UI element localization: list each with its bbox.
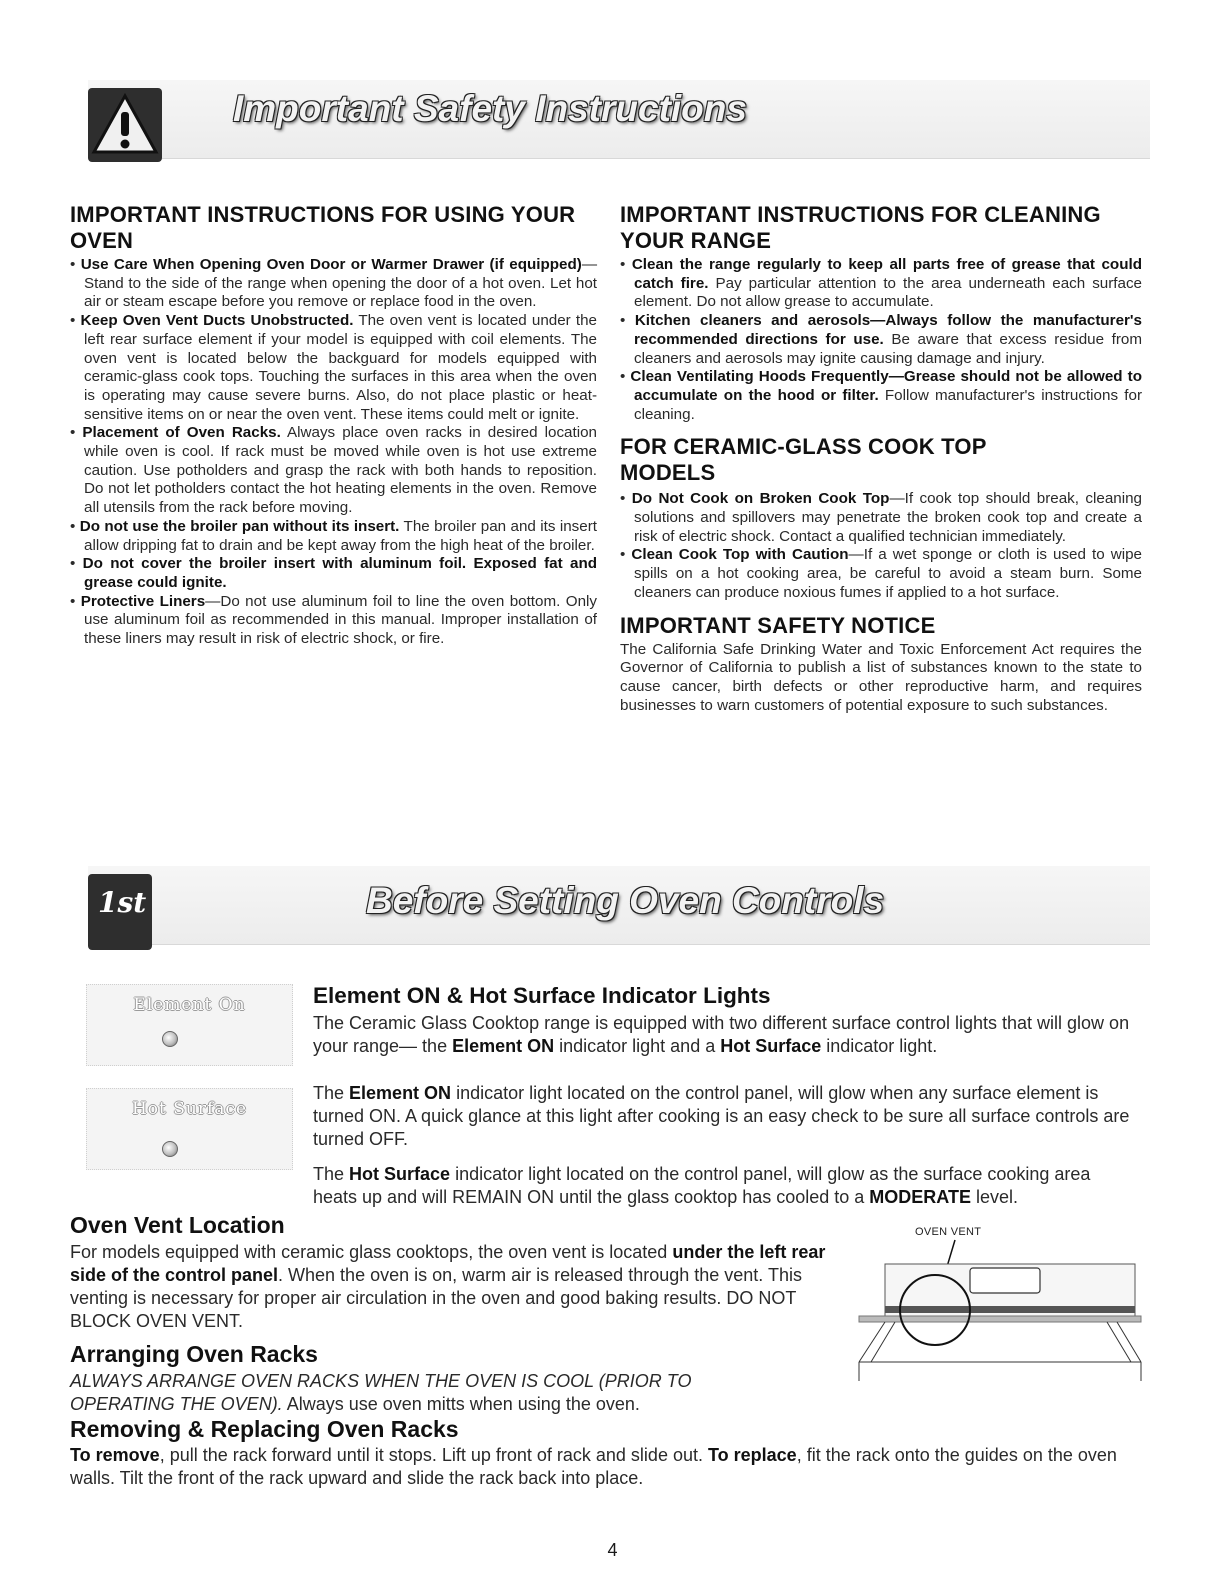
bullet-lead: Placement of Oven Racks. (82, 424, 281, 442)
removing-heading: Removing & Replacing Oven Racks (70, 1416, 459, 1442)
cleaning-heading: IMPORTANT INSTRUCTIONS FOR CLEANING YOUR RANGE (620, 202, 1101, 253)
element-on-label: Element On (133, 995, 246, 1015)
arranging-heading: Arranging Oven Racks (70, 1341, 318, 1367)
bullet-lead: Clean the range regularly to keep all parts free of grease that could catch fire. (631, 256, 1142, 292)
bullet-lead: Keep Oven Vent Ducts Unobstructed. (80, 312, 354, 330)
bullet-icon: • (620, 490, 632, 508)
oven-vent-diagram (855, 1238, 1145, 1383)
bullet-text: Be aware that excess residue from cleaners and aerosols may ignite causing damage and injury. (634, 330, 1143, 367)
bullet-text: Pay particular attention to the area underneath each surface element. Do not allow grease to accumulate. (634, 274, 1143, 311)
indicator-heading: Element ON & Hot Surface Indicator Lights (313, 983, 771, 1008)
indicator-intro: The Ceramic Glass Cooktop range is equipped with two different surface control lights that will glow on your range— the Element ON indicator light and a Hot Surface indicator light. (313, 1013, 1130, 1056)
bullet-icon: • (70, 424, 83, 442)
bullet-item (70, 424, 597, 518)
bullet-icon: • (620, 546, 632, 564)
bullet-icon: • (620, 256, 632, 273)
hot-surface-description: The Hot Surface indicator light located on the control panel, will glow as the surface cooking area heats up and will REMAIN ON until the glass cooktop has cooled to a MODERATE level. (313, 1164, 1091, 1207)
hot-surface-label: Hot Surface (131, 1099, 248, 1119)
safety-notice-text: The California Safe Drinking Water and Toxic Enforcement Act requires the Governor of California to publish a list of substances known to the state to cause cancer, birth defects or other reproductive harm, and requires businesses to warn customers of potential exposure to such substances. (620, 640, 1142, 714)
section-title: Before Setting Oven Controls (366, 880, 885, 921)
bullet-icon: • (70, 256, 81, 273)
bullet-icon: • (620, 368, 631, 386)
bullet-text: —If a wet sponge or cloth is used to wipe spills on a hot cooking area, be careful to avoid a steam burn. Some cleaners can produce noxious fumes if applied to a hot surface. (634, 546, 1142, 601)
oven-instructions-heading: IMPORTANT INSTRUCTIONS FOR USING YOUR OVEN (70, 202, 576, 253)
bullet-lead: Kitchen cleaners and aerosols—Always follow the manufacturer's recommended directions for use. (634, 312, 1142, 348)
vent-heading: Oven Vent Location (70, 1212, 285, 1238)
bullet-lead: Do not cover the broiler insert with aluminum foil. Exposed fat and grease could ignite. (82, 555, 597, 591)
bullet-lead: Use Care When Opening Oven Door or Warmer Drawer (if equipped) (80, 256, 582, 273)
indicator-light-icon (162, 1031, 178, 1047)
bullet-lead: Do Not Cook on Broken Cook Top (631, 490, 890, 508)
bullet-item (620, 256, 1142, 312)
bullet-text: The broiler pan and its insert allow dripping fat to drain and be kept away from the high heat of the broiler. (84, 517, 597, 554)
bullet-lead: Clean Cook Top with Caution (631, 546, 849, 564)
hot-surface-indicator (86, 1088, 293, 1170)
cleaning-instructions (620, 202, 1142, 715)
arranging-text: ALWAYS ARRANGE OVEN RACKS WHEN THE OVEN IS COOL (PRIOR TO OPERATING THE OVEN). Always use oven mitts when using the oven. (70, 1371, 692, 1414)
bullet-icon: • (70, 312, 81, 330)
bullet-text: —If cook top should break, cleaning solutions and spillovers may penetrate the broken cook top and create a risk of electric shock. Contact a qualified technician immediately. (634, 490, 1142, 545)
bullet-icon: • (70, 555, 83, 573)
bullet-item (70, 312, 597, 424)
warning-icon (88, 88, 162, 162)
bullet-text: —Do not use aluminum foil to line the oven bottom. Only use aluminum foil as recommended in this manual. Improper installation of these liners may result in risk of electric shock, or fire. (84, 592, 597, 648)
bullet-item (70, 593, 597, 649)
bullet-text: The oven vent is located under the left rear surface element if your model is equipped with coil elements. The oven vent is located below the backguard for models equipped with ceramic-glass cook tops. Touching the surfaces in this area when the oven is operating may cause severe burns. Also, do not place plastic or heat-sensitive items on or near the oven vent. These items could melt or ignite. (84, 312, 597, 423)
bullet-icon: • (70, 592, 81, 610)
bullet-item (620, 546, 1142, 602)
bullet-item (620, 490, 1142, 546)
safety-banner (88, 80, 1150, 159)
vent-text: For models equipped with ceramic glass cooktops, the oven vent is located under the left rear side of the control panel. When the oven is on, warm air is released through the vent. This venting is necessary for proper air circulation in the oven and good baking results. DO NOT BLOCK OVEN VENT. (70, 1242, 826, 1331)
bullet-icon: • (70, 517, 80, 535)
first-badge-icon (88, 874, 152, 950)
element-on-indicator (86, 984, 293, 1066)
oven-vent-label: OVEN VENT (915, 1226, 982, 1238)
bullet-item (620, 368, 1142, 424)
bullet-lead: Protective Liners (80, 592, 206, 610)
removing-text: To remove, pull the rack forward until it stops. Lift up front of rack and slide out. To replace, fit the rack onto the guides on the oven walls. Tilt the front of the rack upward and slide the rack back into place. (70, 1445, 1117, 1488)
bullet-item (70, 256, 597, 312)
element-on-description: The Element ON indicator light located on the control panel, will glow when any surface element is turned ON. A quick glance at this light after cooking is an easy check to be sure all surface controls are turned OFF. (313, 1083, 1130, 1149)
page-title: Important Safety Instructions (233, 88, 747, 129)
bullet-item (70, 518, 597, 555)
badge-text: 1st (98, 886, 147, 919)
bullet-text: —Stand to the side of the range when opening the door of a hot oven. Let hot air or steam escape before you remove or replace food in the oven. (84, 256, 597, 311)
page-number: 4 (607, 1540, 618, 1560)
indicator-light-icon (162, 1141, 178, 1157)
bullet-lead: Do not use the broiler pan without its insert. (79, 517, 400, 535)
bullet-item (70, 555, 597, 592)
safety-notice-heading: IMPORTANT SAFETY NOTICE (620, 612, 936, 638)
ceramic-heading: FOR CERAMIC-GLASS COOK TOP MODELS (620, 434, 987, 486)
bullet-text: Follow manufacturer's instructions for cleaning. (634, 386, 1143, 423)
bullet-text: Always place oven racks in desired location while oven is cool. If rack must be moved while oven is hot use extreme caution. Use potholders and grasp the rack with both hands to reposition. Do not let potholders contact the hot heating elements in the oven. Remove all utensils from the rack before moving. (84, 424, 597, 517)
oven-instructions (70, 202, 597, 649)
bullet-item (620, 312, 1142, 368)
controls-banner (88, 866, 1150, 945)
bullet-lead: Clean Ventilating Hoods Frequently—Grease should not be allowed to accumulate on the hood or filter. (630, 368, 1142, 404)
bullet-icon: • (620, 312, 635, 330)
